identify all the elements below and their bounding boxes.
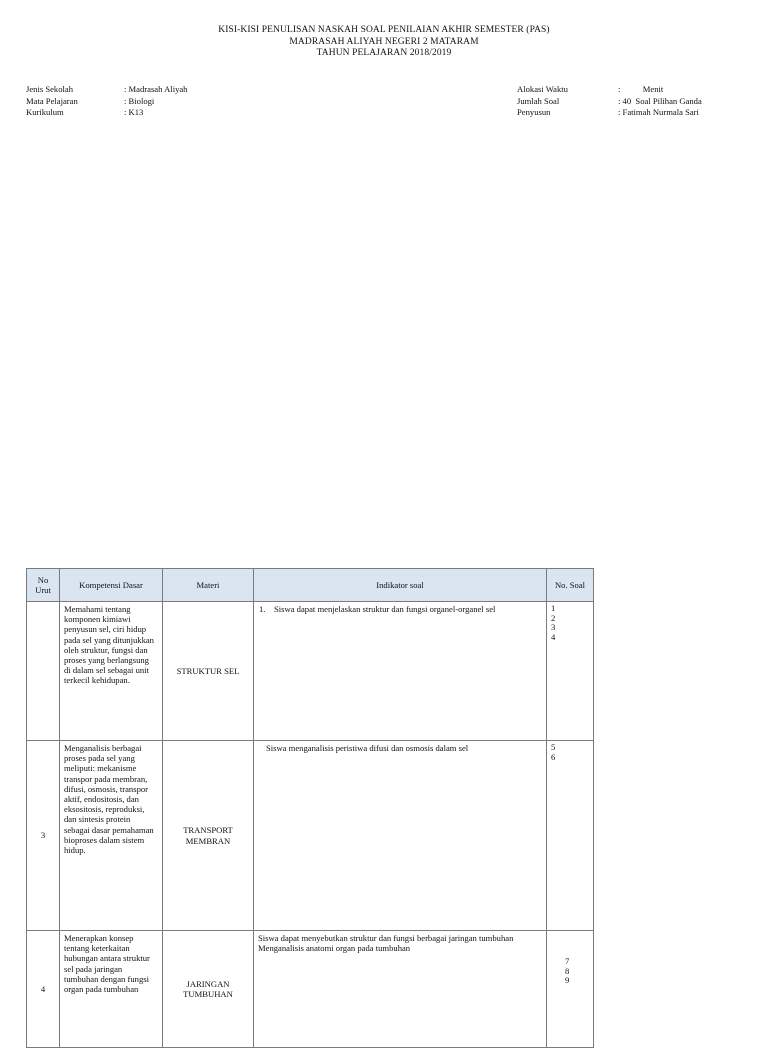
meta-jumlah-soal [517, 96, 702, 108]
indikator-text: Menganalisis anatomi organ pada tumbuhan [258, 943, 411, 954]
title-line-2: MADRASAH ALIYAH NEGERI 2 MATARAM [289, 36, 479, 47]
meta-key: Mata Pelajaran [26, 95, 78, 106]
soal-number: 6 [551, 751, 556, 762]
cell-indikator [254, 741, 547, 931]
meta-key: Kurikulum [26, 107, 64, 117]
title-line-3: TAHUN PELAJARAN 2018/2019 [316, 48, 452, 58]
meta-value: : 40 Soal Pilihan Ganda [618, 95, 702, 106]
meta-value: Menit [632, 84, 664, 94]
meta-key: Alokasi Waktu [517, 84, 568, 94]
header-materi: Materi [163, 569, 254, 602]
meta-value: : Biologi [124, 95, 155, 106]
table-header-row [27, 569, 594, 602]
cell-no-urut [27, 602, 60, 741]
cell-no-urut: 3 [27, 741, 60, 931]
table-row [27, 931, 594, 1048]
meta-jenis-sekolah [26, 84, 187, 96]
soal-number: 9 [565, 975, 570, 985]
indikator-item [256, 604, 544, 614]
meta-kurikulum [26, 107, 187, 119]
meta-value: : Fatimah Nurmala Sari [618, 107, 699, 117]
soal-number: 1 [551, 603, 556, 613]
meta-value: : Madrasah Aliyah [124, 84, 188, 94]
kisi-kisi-table [26, 568, 594, 1048]
soal-number: 5 [551, 742, 556, 752]
cell-no-soal [547, 931, 594, 1048]
meta-key: Jumlah Soal [517, 95, 560, 106]
meta-alokasi-waktu [517, 84, 702, 96]
indikator-number: 1. [259, 604, 266, 614]
indikator-text: Siswa dapat menjelaskan struktur dan fungsi organel-organel sel [274, 604, 496, 614]
meta-mata-pelajaran [26, 96, 187, 108]
table-row [27, 602, 594, 741]
header-kompetensi-dasar: Kompetensi Dasar [60, 569, 163, 602]
cell-no-urut: 4 [27, 931, 60, 1048]
soal-number: 2 [551, 612, 556, 623]
indikator-text: Siswa menganalisis peristiwa difusi dan osmosis dalam sel [266, 743, 469, 753]
meta-penyusun [517, 107, 702, 119]
cell-no-soal [547, 602, 594, 741]
table-row [27, 741, 594, 931]
soal-number: 8 [565, 965, 570, 976]
cell-kompetensi-dasar: Menerapkan konsep tentang keterkaitan hubungan antara struktur sel pada jaringan tumbuhan dengan fungsi organ pada tumbuhan [60, 931, 163, 1048]
cell-indikator [254, 602, 547, 741]
title-line-1: KISI-KISI PENULISAN NASKAH SOAL PENILAIAN AKHIR SEMESTER (PAS) [218, 25, 550, 35]
meta-key: Jenis Sekolah [26, 84, 74, 94]
header-indikator-soal: Indikator soal [254, 569, 547, 602]
header-no-soal: No. Soal [547, 569, 594, 602]
soal-number: 4 [551, 631, 556, 642]
meta-key: Penyusun [517, 107, 551, 117]
cell-materi: TRANSPORT MEMBRAN [163, 741, 254, 931]
cell-materi: STRUKTUR SEL [163, 602, 254, 741]
header-no-urut: No Urut [27, 569, 60, 602]
meta-left-block [26, 84, 187, 119]
cell-indikator [254, 931, 547, 1048]
cell-kompetensi-dasar: Menganalisis berbagai proses pada sel yang meliputi: mekanisme transpor pada membran, difusi, osmosis, transpor aktif, endositosis, dan eksositosis, reproduksi, dan sintesis protein sebagai dasar pemahaman bioproses dalam sistem hidup. [60, 741, 163, 931]
document-title [0, 25, 768, 60]
meta-right-block [517, 84, 702, 119]
cell-no-soal [547, 741, 594, 931]
indikator-text: Siswa dapat menyebutkan struktur dan fungsi berbagai jaringan tumbuhan [258, 933, 514, 943]
soal-number: 3 [551, 622, 556, 632]
meta-value: : K13 [124, 107, 144, 117]
cell-kompetensi-dasar: Memahami tentang komponen kimiawi penyusun sel, ciri hidup pada sel yang ditunjukkan oleh struktur, fungsi dan proses yang berlangsung di dalam sel sebagai unit terkecil kehidupan. [60, 602, 163, 741]
soal-number: 7 [565, 956, 570, 966]
cell-materi: JARINGAN TUMBUHAN [163, 931, 254, 1048]
meta-colon: : [618, 84, 621, 94]
